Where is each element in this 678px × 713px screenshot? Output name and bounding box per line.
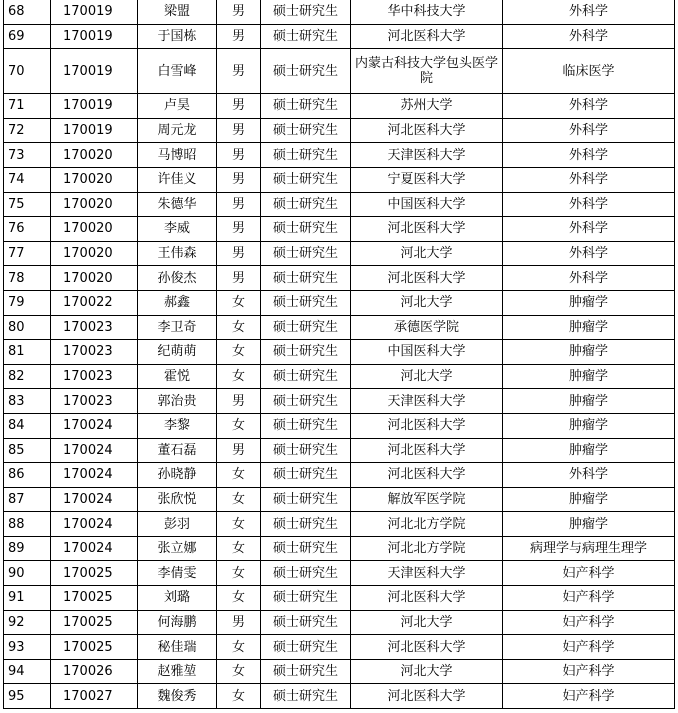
cell-index: 79: [4, 290, 51, 315]
cell-gender: 男: [217, 143, 261, 168]
cell-position-code: 170020: [51, 217, 138, 242]
cell-gender: 男: [217, 241, 261, 266]
table-row: [4, 586, 675, 611]
cell-index: 69: [4, 24, 51, 49]
cell-position-code: 170025: [51, 561, 138, 586]
cell-name: 刘璐: [138, 586, 217, 611]
cell-degree: 硕士研究生: [261, 167, 351, 192]
cell-position-code: 170027: [51, 684, 138, 709]
table-row: [4, 635, 675, 660]
table-row: [4, 438, 675, 463]
cell-gender: 女: [217, 315, 261, 340]
cell-index: 71: [4, 94, 51, 119]
cell-major: 外科学: [503, 192, 675, 217]
cell-major: 外科学: [503, 24, 675, 49]
cell-major: 外科学: [503, 463, 675, 488]
cell-school: 天津医科大学: [351, 561, 503, 586]
cell-position-code: 170022: [51, 290, 138, 315]
cell-name: 白雪峰: [138, 49, 217, 94]
cell-school: 河北医科大学: [351, 413, 503, 438]
cell-name: 李黎: [138, 413, 217, 438]
cell-index: 72: [4, 118, 51, 143]
cell-school: 宁夏医科大学: [351, 167, 503, 192]
cell-major: 妇产科学: [503, 610, 675, 635]
cell-gender: 男: [217, 118, 261, 143]
cell-degree: 硕士研究生: [261, 0, 351, 24]
cell-position-code: 170023: [51, 389, 138, 414]
cell-index: 78: [4, 266, 51, 291]
cell-position-code: 170024: [51, 512, 138, 537]
cell-school: 河北大学: [351, 610, 503, 635]
cell-index: 84: [4, 413, 51, 438]
cell-position-code: 170020: [51, 167, 138, 192]
cell-index: 88: [4, 512, 51, 537]
table-row: [4, 315, 675, 340]
cell-index: 73: [4, 143, 51, 168]
cell-name: 赵雅堃: [138, 659, 217, 684]
cell-degree: 硕士研究生: [261, 315, 351, 340]
cell-gender: 女: [217, 413, 261, 438]
cell-gender: 男: [217, 94, 261, 119]
table-row: [4, 49, 675, 94]
cell-degree: 硕士研究生: [261, 49, 351, 94]
candidate-table: [3, 0, 675, 709]
cell-major: 外科学: [503, 241, 675, 266]
cell-degree: 硕士研究生: [261, 561, 351, 586]
cell-index: 75: [4, 192, 51, 217]
cell-gender: 男: [217, 610, 261, 635]
cell-name: 纪萌萌: [138, 340, 217, 365]
cell-school: 河北北方学院: [351, 536, 503, 561]
cell-index: 68: [4, 0, 51, 24]
table-row: [4, 167, 675, 192]
cell-index: 93: [4, 635, 51, 660]
table-row: [4, 413, 675, 438]
cell-name: 李卫奇: [138, 315, 217, 340]
cell-gender: 女: [217, 635, 261, 660]
cell-index: 89: [4, 536, 51, 561]
cell-name: 周元龙: [138, 118, 217, 143]
cell-gender: 女: [217, 463, 261, 488]
cell-gender: 男: [217, 389, 261, 414]
cell-gender: 女: [217, 536, 261, 561]
cell-name: 卢昊: [138, 94, 217, 119]
cell-position-code: 170026: [51, 659, 138, 684]
cell-index: 76: [4, 217, 51, 242]
cell-degree: 硕士研究生: [261, 241, 351, 266]
cell-name: 马博昭: [138, 143, 217, 168]
cell-degree: 硕士研究生: [261, 340, 351, 365]
table-row: [4, 463, 675, 488]
cell-degree: 硕士研究生: [261, 217, 351, 242]
cell-index: 81: [4, 340, 51, 365]
cell-major: 外科学: [503, 118, 675, 143]
cell-degree: 硕士研究生: [261, 610, 351, 635]
cell-major: 肿瘤学: [503, 413, 675, 438]
cell-gender: 女: [217, 290, 261, 315]
cell-gender: 男: [217, 266, 261, 291]
cell-school: 天津医科大学: [351, 389, 503, 414]
cell-degree: 硕士研究生: [261, 487, 351, 512]
cell-index: 70: [4, 49, 51, 94]
cell-degree: 硕士研究生: [261, 118, 351, 143]
cell-degree: 硕士研究生: [261, 438, 351, 463]
cell-degree: 硕士研究生: [261, 512, 351, 537]
cell-name: 霍悦: [138, 364, 217, 389]
cell-gender: 男: [217, 49, 261, 94]
table-row: [4, 24, 675, 49]
cell-index: 82: [4, 364, 51, 389]
cell-position-code: 170024: [51, 536, 138, 561]
table-row: [4, 536, 675, 561]
cell-major: 外科学: [503, 94, 675, 119]
cell-school: 天津医科大学: [351, 143, 503, 168]
cell-school: 解放军医学院: [351, 487, 503, 512]
cell-degree: 硕士研究生: [261, 290, 351, 315]
cell-position-code: 170024: [51, 438, 138, 463]
cell-school: 承德医学院: [351, 315, 503, 340]
cell-major: 外科学: [503, 143, 675, 168]
cell-major: 妇产科学: [503, 635, 675, 660]
table-row: [4, 487, 675, 512]
cell-degree: 硕士研究生: [261, 659, 351, 684]
cell-major: 肿瘤学: [503, 340, 675, 365]
table-row: [4, 94, 675, 119]
cell-major: 病理学与病理生理学: [503, 536, 675, 561]
cell-index: 95: [4, 684, 51, 709]
cell-school: 河北大学: [351, 364, 503, 389]
cell-major: 肿瘤学: [503, 389, 675, 414]
cell-school: 河北北方学院: [351, 512, 503, 537]
cell-gender: 女: [217, 659, 261, 684]
cell-major: 肿瘤学: [503, 438, 675, 463]
cell-degree: 硕士研究生: [261, 94, 351, 119]
table-row: [4, 290, 675, 315]
cell-name: 许佳义: [138, 167, 217, 192]
cell-position-code: 170020: [51, 266, 138, 291]
cell-name: 孙晓静: [138, 463, 217, 488]
cell-name: 于国栋: [138, 24, 217, 49]
cell-gender: 女: [217, 340, 261, 365]
cell-name: 梁盟: [138, 0, 217, 24]
cell-position-code: 170025: [51, 586, 138, 611]
cell-major: 临床医学: [503, 49, 675, 94]
cell-school: 河北医科大学: [351, 438, 503, 463]
cell-position-code: 170024: [51, 487, 138, 512]
cell-index: 91: [4, 586, 51, 611]
cell-index: 85: [4, 438, 51, 463]
cell-position-code: 170025: [51, 635, 138, 660]
cell-name: 王伟森: [138, 241, 217, 266]
cell-gender: 男: [217, 192, 261, 217]
cell-school: 河北医科大学: [351, 217, 503, 242]
cell-index: 83: [4, 389, 51, 414]
cell-index: 90: [4, 561, 51, 586]
cell-gender: 男: [217, 167, 261, 192]
cell-school: 河北医科大学: [351, 684, 503, 709]
table-row: [4, 340, 675, 365]
cell-name: 朱德华: [138, 192, 217, 217]
cell-major: 肿瘤学: [503, 512, 675, 537]
cell-name: 张立娜: [138, 536, 217, 561]
cell-position-code: 170019: [51, 94, 138, 119]
cell-index: 94: [4, 659, 51, 684]
table-row: [4, 610, 675, 635]
cell-degree: 硕士研究生: [261, 536, 351, 561]
cell-degree: 硕士研究生: [261, 24, 351, 49]
cell-major: 外科学: [503, 217, 675, 242]
cell-position-code: 170020: [51, 241, 138, 266]
cell-position-code: 170019: [51, 24, 138, 49]
cell-major: 肿瘤学: [503, 364, 675, 389]
cell-school: 河北医科大学: [351, 463, 503, 488]
cell-name: 张欣悦: [138, 487, 217, 512]
cell-degree: 硕士研究生: [261, 364, 351, 389]
cell-name: 郝鑫: [138, 290, 217, 315]
cell-school: 河北医科大学: [351, 635, 503, 660]
cell-index: 86: [4, 463, 51, 488]
cell-gender: 男: [217, 217, 261, 242]
cell-gender: 女: [217, 487, 261, 512]
cell-degree: 硕士研究生: [261, 266, 351, 291]
table-row: [4, 364, 675, 389]
cell-position-code: 170019: [51, 0, 138, 24]
cell-position-code: 170020: [51, 143, 138, 168]
table-row: [4, 143, 675, 168]
cell-gender: 女: [217, 586, 261, 611]
table-row: [4, 118, 675, 143]
cell-name: 李倩雯: [138, 561, 217, 586]
cell-degree: 硕士研究生: [261, 463, 351, 488]
cell-position-code: 170025: [51, 610, 138, 635]
cell-degree: 硕士研究生: [261, 413, 351, 438]
cell-position-code: 170024: [51, 413, 138, 438]
cell-name: 秘佳瑞: [138, 635, 217, 660]
cell-degree: 硕士研究生: [261, 389, 351, 414]
cell-gender: 女: [217, 561, 261, 586]
cell-school: 河北医科大学: [351, 118, 503, 143]
cell-school: 河北大学: [351, 290, 503, 315]
table-row: [4, 512, 675, 537]
cell-index: 77: [4, 241, 51, 266]
cell-name: 魏俊秀: [138, 684, 217, 709]
cell-name: 董石磊: [138, 438, 217, 463]
cell-major: 妇产科学: [503, 684, 675, 709]
cell-school: 苏州大学: [351, 94, 503, 119]
cell-index: 74: [4, 167, 51, 192]
table-row: [4, 192, 675, 217]
cell-degree: 硕士研究生: [261, 586, 351, 611]
cell-position-code: 170019: [51, 49, 138, 94]
cell-gender: 男: [217, 24, 261, 49]
cell-major: 妇产科学: [503, 586, 675, 611]
cell-position-code: 170023: [51, 340, 138, 365]
cell-gender: 男: [217, 438, 261, 463]
table-row: [4, 561, 675, 586]
cell-school: 河北医科大学: [351, 586, 503, 611]
cell-position-code: 170020: [51, 192, 138, 217]
cell-major: 外科学: [503, 0, 675, 24]
cell-degree: 硕士研究生: [261, 143, 351, 168]
cell-gender: 女: [217, 684, 261, 709]
cell-degree: 硕士研究生: [261, 635, 351, 660]
cell-school: 河北大学: [351, 659, 503, 684]
cell-major: 肿瘤学: [503, 290, 675, 315]
cell-school: 内蒙古科技大学包头医学院: [351, 49, 503, 94]
cell-major: 妇产科学: [503, 561, 675, 586]
table-row: [4, 0, 675, 24]
cell-school: 中国医科大学: [351, 192, 503, 217]
cell-major: 外科学: [503, 266, 675, 291]
cell-degree: 硕士研究生: [261, 192, 351, 217]
cell-name: 李威: [138, 217, 217, 242]
cell-gender: 女: [217, 364, 261, 389]
cell-name: 孙俊杰: [138, 266, 217, 291]
cell-index: 92: [4, 610, 51, 635]
cell-school: 华中科技大学: [351, 0, 503, 24]
table-row: [4, 389, 675, 414]
cell-name: 郭治贵: [138, 389, 217, 414]
cell-major: 妇产科学: [503, 659, 675, 684]
table-row: [4, 217, 675, 242]
cell-major: 肿瘤学: [503, 315, 675, 340]
cell-major: 肿瘤学: [503, 487, 675, 512]
cell-degree: 硕士研究生: [261, 684, 351, 709]
cell-name: 彭羽: [138, 512, 217, 537]
table-row: [4, 241, 675, 266]
cell-position-code: 170023: [51, 364, 138, 389]
cell-gender: 女: [217, 512, 261, 537]
cell-position-code: 170024: [51, 463, 138, 488]
cell-position-code: 170023: [51, 315, 138, 340]
table-body: [4, 0, 675, 709]
cell-school: 河北医科大学: [351, 24, 503, 49]
cell-school: 河北大学: [351, 241, 503, 266]
cell-major: 外科学: [503, 167, 675, 192]
cell-index: 80: [4, 315, 51, 340]
cell-gender: 男: [217, 0, 261, 24]
cell-school: 河北医科大学: [351, 266, 503, 291]
cell-position-code: 170019: [51, 118, 138, 143]
table-row: [4, 266, 675, 291]
table-row: [4, 684, 675, 709]
cell-school: 中国医科大学: [351, 340, 503, 365]
cell-index: 87: [4, 487, 51, 512]
cell-name: 何海鹏: [138, 610, 217, 635]
table-row: [4, 659, 675, 684]
